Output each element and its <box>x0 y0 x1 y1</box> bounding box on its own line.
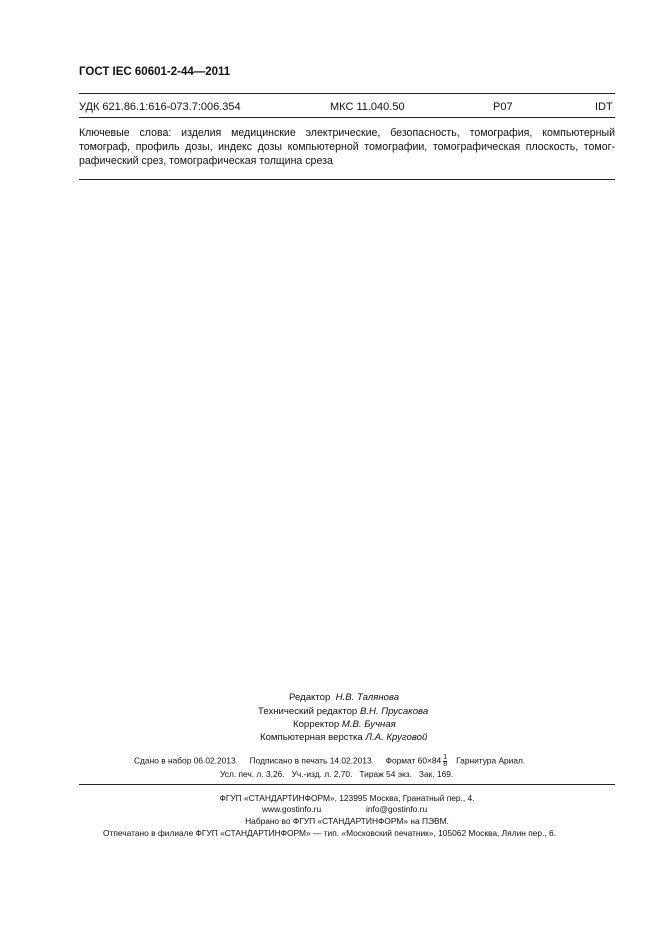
publisher-site: www.gostinfo.ru <box>262 804 322 814</box>
paper-format: Формат 60×84 <box>385 755 442 766</box>
typeset-note: Набрано во ФГУП «СТАНДАРТИНФОРМ» на ПЭВМ. <box>245 816 449 826</box>
standard-number: ГОСТ IEC 60601-2-44—2011 <box>79 66 231 78</box>
publisher-email: info@gostinfo.ru <box>366 804 428 814</box>
udk-code: УДК 621.86.1:616-073.7:006.354 <box>79 101 241 113</box>
imprint-line-2: Усл. печ. л. 3,26. Уч.-изд. л. 2,70. Тираж 54 экз. Зак. 169. <box>220 769 454 779</box>
corrector-label: Корректор <box>293 719 340 730</box>
top-rule <box>79 93 615 94</box>
signed-date: Подписано в печать 14.02.2013. <box>249 755 374 766</box>
tech-editor-credit <box>258 705 428 719</box>
mid-rule <box>79 117 615 118</box>
publisher-address: ФГУП «СТАНДАРТИНФОРМ», 123995 Москва, Гранатный пер., 4. <box>219 793 475 803</box>
layout-credit <box>260 731 427 745</box>
printed-note: Отпечатано в филиале ФГУП «СТАНДАРТИНФОРМ» — тип. «Московский печатник», 105062 Москва, Лялин пер., 6. <box>103 828 557 838</box>
fraction-numerator: 1 <box>443 754 448 761</box>
typeface: Гарнитура Ариал. <box>456 755 526 766</box>
imprint-line-1 <box>134 755 525 768</box>
typeset-date: Сдано в набор 06.02.2013. <box>134 755 238 766</box>
imprint-rule <box>79 784 615 785</box>
keywords-line: томограф, профиль дозы, индекс дозы компьютерной томографии, томографическая плоскость, томог- <box>79 141 615 153</box>
editor-name: Н.В. Талянова <box>335 692 400 703</box>
format-fraction <box>443 755 447 768</box>
mks-code: МКС 11.040.50 <box>330 101 405 113</box>
corrector-name: М.В. Бучная <box>341 719 396 730</box>
keywords-rule <box>79 179 615 180</box>
idt-marker: IDT <box>595 101 613 113</box>
keywords-line: рафический срез, томографическая толщина среза <box>79 155 333 167</box>
editor-credit <box>289 691 399 705</box>
layout-label: Компьютерная верстка <box>260 732 363 743</box>
tech-editor-name: В.Н. Прусакова <box>359 706 429 717</box>
layout-name: Л.А. Круговой <box>365 732 428 743</box>
fraction-denominator: 8 <box>443 761 448 768</box>
editor-label: Редактор <box>289 692 331 703</box>
corrector-credit <box>293 718 396 732</box>
tech-editor-label: Технический редактор <box>258 706 358 717</box>
keywords-block <box>79 126 615 168</box>
classification-code: Р07 <box>493 101 513 113</box>
keywords-line: Ключевые слова: изделия медицинские электрические, безопасность, томография, компьютерный <box>79 127 615 139</box>
